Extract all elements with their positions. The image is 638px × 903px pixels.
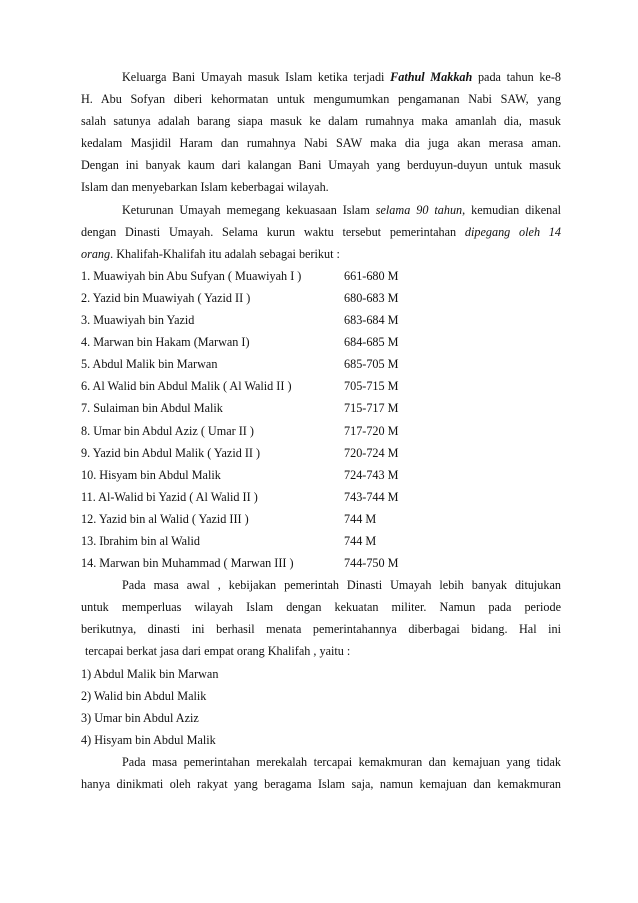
khalifah-years: 743-744 M xyxy=(344,489,399,504)
khalifah-row xyxy=(81,508,561,530)
paragraph-4-line-2: hanya dinikmati oleh rakyat yang beragama Islam saja, namun kemajuan dan kemakmuran xyxy=(81,777,561,791)
paragraph-3-line-3: berikutnya, dinasti ini berhasil menata pemerintahannya diberbagai bidang. Hal ini xyxy=(81,622,561,637)
paragraph-2-line-2 xyxy=(81,221,561,243)
khalifah-years: 744 M xyxy=(344,511,377,526)
khalifah-name: 12. Yazid bin al Walid ( Yazid III ) xyxy=(81,511,249,526)
khalifah-years: 661-680 M xyxy=(344,268,399,283)
text-span: . Khalifah-Khalifah itu adalah sebagai berikut : xyxy=(110,246,340,261)
khalifah-row xyxy=(81,530,561,552)
khalifah-name: 11. Al-Walid bi Yazid ( Al Walid II ) xyxy=(81,489,258,504)
khalifah-row xyxy=(81,442,561,464)
khalifah-name: 10. Hisyam bin Abdul Malik xyxy=(81,467,221,482)
emphasis-text: selama 90 tahun xyxy=(375,202,463,217)
list-item: 1) Abdul Malik bin Marwan xyxy=(81,666,219,681)
paragraph-1-line-1 xyxy=(81,66,561,88)
text-span: pada tahun ke-8 xyxy=(472,70,561,84)
khalifah-years: 683-684 M xyxy=(344,313,399,328)
paragraph-1-line-5: Dengan ini banyak kaum dari kalangan Bani Umayah yang berduyun-duyun untuk masuk xyxy=(81,158,561,173)
khalifah-years: 684-685 M xyxy=(344,335,399,350)
khalifah-row xyxy=(81,397,561,419)
list-item: 2) Walid bin Abdul Malik xyxy=(81,688,207,703)
khalifah-name: 4. Marwan bin Hakam (Marwan I) xyxy=(81,335,250,350)
khalifah-name: 1. Muawiyah bin Abu Sufyan ( Muawiyah I ) xyxy=(81,268,302,283)
khalifah-row xyxy=(81,486,561,508)
four-khalifah-list xyxy=(81,663,561,751)
khalifah-row xyxy=(81,331,561,353)
paragraph-1-line-4: kedalam Masjidil Haram dan rumahnya Nabi SAW maka dia juga akan merasa aman. xyxy=(81,136,561,151)
list-item: 3) Umar bin Abdul Aziz xyxy=(81,710,199,725)
khalifah-years: 715-717 M xyxy=(344,401,399,416)
khalifah-years: 705-715 M xyxy=(344,379,399,394)
paragraph-4-line-1: Pada masa pemerintahan merekalah tercapai kemakmuran dan kemajuan yang tidak xyxy=(122,754,561,769)
khalifah-row xyxy=(81,552,561,574)
document-page xyxy=(81,66,561,795)
text-span: Keluarga Bani Umayah masuk Islam ketika terjadi xyxy=(122,70,391,84)
khalifah-row xyxy=(81,420,561,442)
khalifah-row xyxy=(81,464,561,486)
khalifah-name: 14. Marwan bin Muhammad ( Marwan III ) xyxy=(81,556,294,571)
khalifah-name: 8. Umar bin Abdul Aziz ( Umar II ) xyxy=(81,423,254,438)
fathul-makkah-term: Fathul Makkah xyxy=(390,70,473,84)
khalifah-name: 2. Yazid bin Muawiyah ( Yazid II ) xyxy=(81,290,251,305)
khalifah-row xyxy=(81,265,561,287)
khalifah-years: 744 M xyxy=(344,533,377,548)
khalifah-name: 13. Ibrahim bin al Walid xyxy=(81,533,200,548)
list-item: 4) Hisyam bin Abdul Malik xyxy=(81,732,216,747)
paragraph-2-line-1 xyxy=(81,199,561,221)
emphasis-text: dipegang oleh 14 xyxy=(464,224,561,239)
khalifah-years: 680-683 M xyxy=(344,290,399,305)
khalifah-name: 3. Muawiyah bin Yazid xyxy=(81,313,195,328)
emphasis-text: orang xyxy=(81,246,111,261)
paragraph-1-line-2: H. Abu Sofyan diberi kehormatan untuk mengumumkan pengamanan Nabi SAW, yang xyxy=(81,92,561,107)
khalifah-name: 9. Yazid bin Abdul Malik ( Yazid II ) xyxy=(81,445,261,460)
khalifah-years: 685-705 M xyxy=(344,357,399,372)
paragraph-3-line-1: Pada masa awal , kebijakan pemerintah Dinasti Umayah lebih banyak ditujukan xyxy=(122,578,561,593)
khalifah-row xyxy=(81,375,561,397)
paragraph-1-line-6: Islam dan menyebarkan Islam keberbagai wilayah. xyxy=(81,180,329,195)
khalifah-years: 744-750 M xyxy=(344,556,399,571)
khalifah-name: 7. Sulaiman bin Abdul Malik xyxy=(81,401,223,416)
khalifah-years: 724-743 M xyxy=(344,467,399,482)
paragraph-2-line-3 xyxy=(81,243,561,265)
khalifah-row xyxy=(81,309,561,331)
khalifah-name: 5. Abdul Malik bin Marwan xyxy=(81,357,218,372)
khalifah-row xyxy=(81,287,561,309)
paragraph-3-line-4: tercapai berkat jasa dari empat orang Khalifah , yaitu : xyxy=(85,644,351,659)
paragraph-1-line-3: salah satunya adalah barang siapa masuk ke dalam rumahnya maka amanlah dia, masuk xyxy=(81,114,561,129)
paragraph-3-line-2: untuk memperluas wilayah Islam dengan kekuatan militer. Namun pada periode xyxy=(81,600,561,615)
khalifah-list xyxy=(81,265,561,574)
text-span: , kemudian dikenal xyxy=(462,202,562,217)
khalifah-years: 720-724 M xyxy=(344,445,399,460)
text-span: dengan Dinasti Umayah. Selama kurun waktu tersebut pemerintahan xyxy=(81,224,465,239)
khalifah-row xyxy=(81,353,561,375)
khalifah-years: 717-720 M xyxy=(344,423,399,438)
khalifah-name: 6. Al Walid bin Abdul Malik ( Al Walid II ) xyxy=(81,379,292,394)
text-span: Keturunan Umayah memegang kekuasaan Islam xyxy=(122,202,376,217)
